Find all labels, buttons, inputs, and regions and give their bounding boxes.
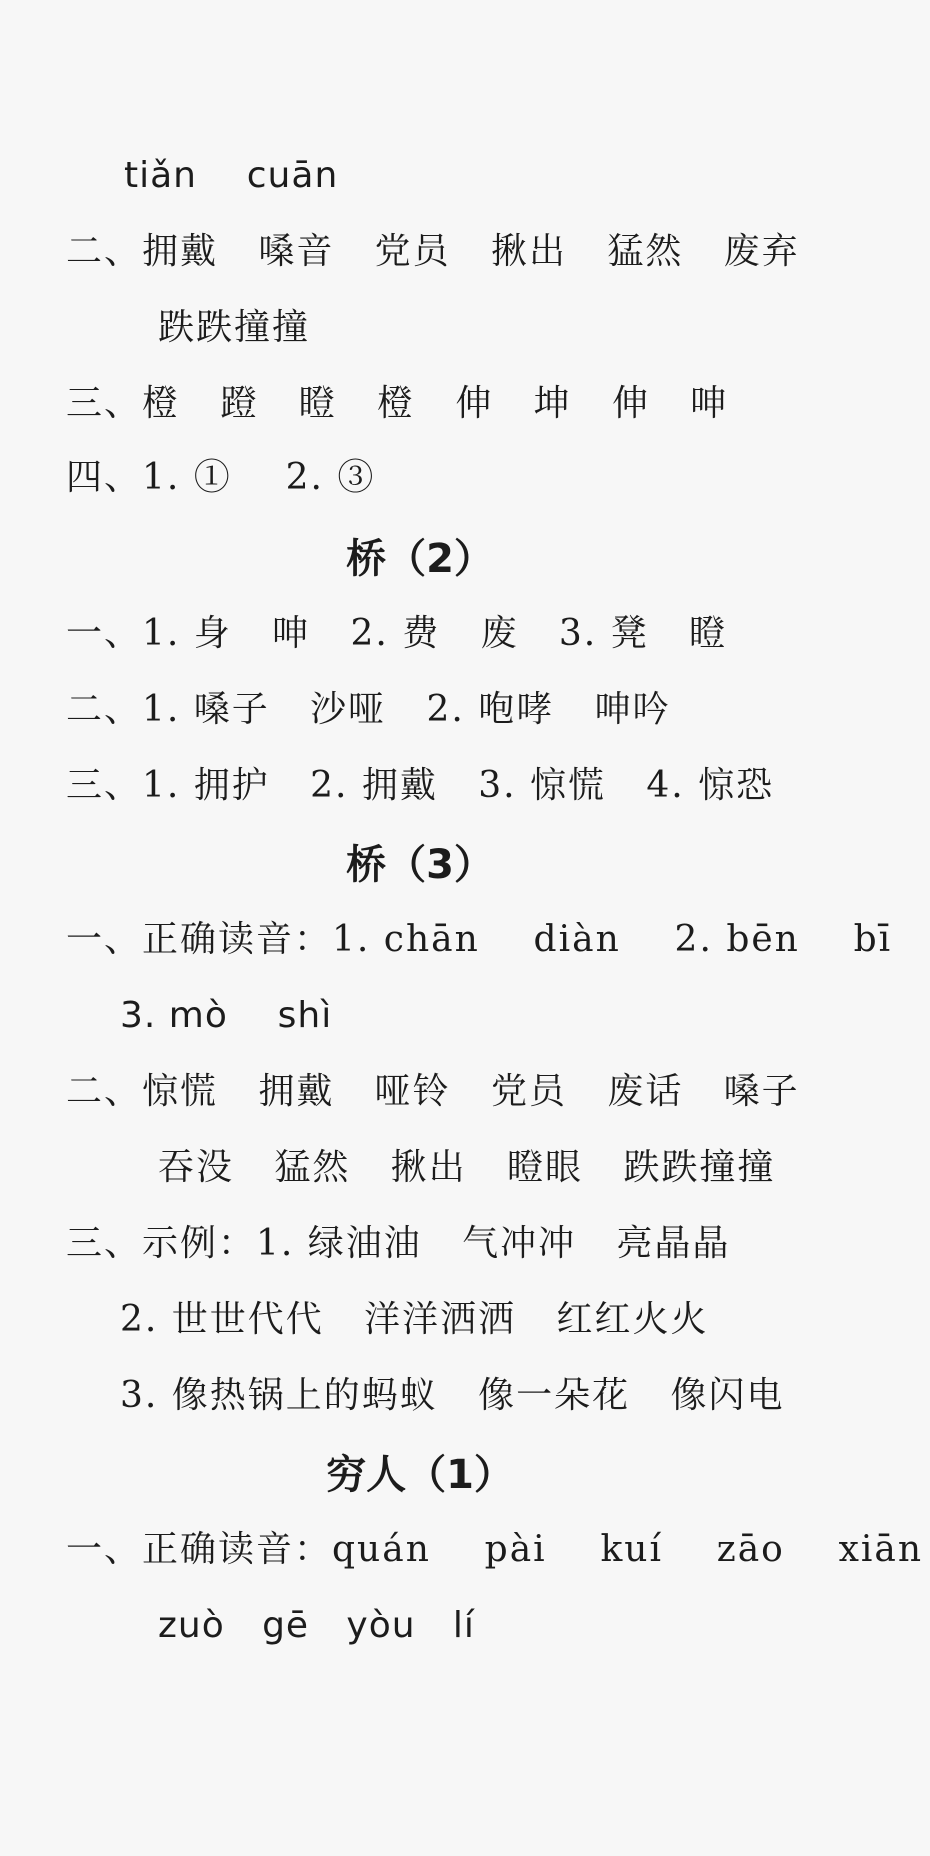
section-two-line-1: 二、拥戴 嗓音 党员 揪出 猛然 废弃 xyxy=(66,231,800,272)
qiao3-line-7: 3. 像热锅上的蚂蚁 像一朵花 像闪电 xyxy=(120,1375,785,1416)
qiongren1-line-1: 一、正确读音：quán pài kuí zāo xiān xyxy=(66,1529,924,1570)
qiao3-line-5: 三、示例：1. 绿油油 气冲冲 亮晶晶 xyxy=(66,1223,731,1264)
qiao2-line-1: 一、1. 身 呻 2. 费 废 3. 凳 瞪 xyxy=(66,613,728,654)
pinyin-line: tiǎn cuān xyxy=(124,155,339,196)
heading-qiao-3: 桥（3） xyxy=(346,842,494,888)
section-two-line-2: 跌跌撞撞 xyxy=(158,307,311,348)
heading-qiongren-1: 穷人（1） xyxy=(326,1452,514,1498)
qiao3-line-3: 二、惊慌 拥戴 哑铃 党员 废话 嗓子 xyxy=(66,1071,800,1112)
section-four-line: 四、1. ① 2. ③ xyxy=(66,457,376,498)
qiao3-line-2: 3. mò shì xyxy=(120,995,333,1036)
qiao2-line-2: 二、1. 嗓子 沙哑 2. 咆哮 呻吟 xyxy=(66,689,671,730)
qiao2-line-3: 三、1. 拥护 2. 拥戴 3. 惊慌 4. 惊恐 xyxy=(66,765,775,806)
heading-qiao-2: 桥（2） xyxy=(346,536,494,582)
qiongren1-line-2: zuò gē yòu lí xyxy=(158,1605,475,1646)
qiao3-line-4: 吞没 猛然 揪出 瞪眼 跌跌撞撞 xyxy=(158,1147,776,1188)
qiao3-line-6: 2. 世世代代 洋洋洒洒 红红火火 xyxy=(120,1299,709,1340)
qiao3-line-1: 一、正确读音：1. chān diàn 2. bēn bī xyxy=(66,919,893,960)
section-three-line: 三、橙 蹬 瞪 橙 伸 坤 伸 呻 xyxy=(66,383,729,424)
